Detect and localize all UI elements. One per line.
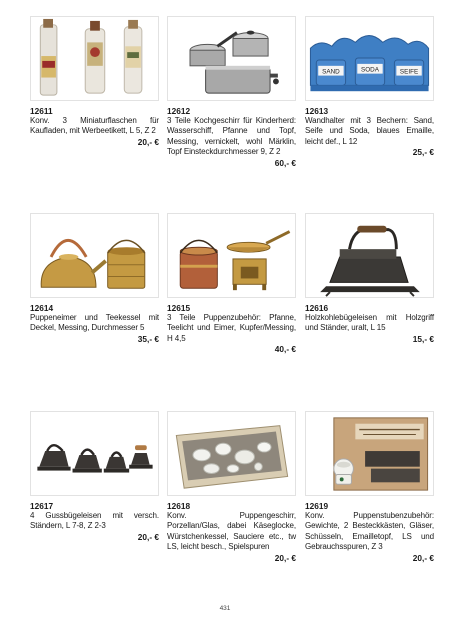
lot-number: 12614 [30,303,54,313]
lot-photo [305,411,434,496]
lot-photo [30,16,159,101]
lot-12613 [305,16,434,158]
lot-12616 [305,213,434,345]
dollhouse-accessories-box-image [306,412,433,495]
photo-label-sand: SAND [322,68,340,76]
lot-price: 60,- € [274,157,296,168]
lot-number: 12612 [167,106,191,116]
lot-price: 25,- € [412,147,434,158]
copper-pan-bucket-image [168,214,295,297]
lot-price: 20,- € [274,552,296,563]
brass-kettle-bucket-image [31,214,158,297]
lot-description: Puppeneimer und Teekessel mit Deckel, Messing, Durchmesser 5 [30,313,159,333]
lot-number: 12615 [167,303,191,313]
lot-number: 12616 [305,303,329,313]
miniature-bottles-image [31,17,158,100]
charcoal-iron-image [306,214,433,297]
lot-number: 12613 [305,106,329,116]
lot-description: Wandhalter mit 3 Bechern: Sand, Seife und Soda, blaues Emaille, leicht def., L 12 [305,116,434,146]
lot-12614 [30,213,159,345]
lot-price: 20,- € [412,552,434,563]
doll-tableware-crate-image [168,412,295,495]
lot-description: Konv. 3 Miniaturflaschen für Kaufladen, mit Werbeetikett, L 5, Z 2 [30,116,159,136]
cast-irons-image [31,412,158,495]
lot-12611 [30,16,159,148]
lot-photo [305,16,434,101]
lot-price: 15,- € [412,333,434,344]
lot-12615 [167,213,296,355]
lot-number: 12617 [30,501,54,511]
lot-12612 [167,16,296,169]
lot-number: 12619 [305,501,329,511]
lot-description: 3 Teile Kochgeschirr für Kinderherd: Wasserschiff, Pfanne und Topf, Messing, vernickelt, wohl Märklin, Topf Einsteckdurchmesser 9, Z 2 [167,116,296,157]
cookware-image [168,17,295,100]
lot-photo [305,213,434,298]
lot-price: 20,- € [137,531,159,542]
lot-price: 40,- € [274,344,296,355]
lot-photo [30,213,159,298]
lot-photo [167,213,296,298]
lot-photo [30,411,159,496]
photo-label-soda: SODA [361,66,379,74]
lot-price: 35,- € [137,333,159,344]
enamel-wall-holder-image [306,17,433,100]
photo-label-seife: SEIFE [399,68,419,76]
lot-number: 12611 [30,106,53,116]
lot-description: Konv. Puppenstubenzubehör: Gewichte, 2 Besteckkästen, Gläser, Schüsseln, Emailletopf, LS und Gebrauchsspuren, Z 3 [305,511,434,552]
lot-12617 [30,411,159,543]
page-number: 431 [219,605,231,612]
lot-12618 [167,411,296,564]
lot-description: 3 Teile Puppenzubehör: Pfanne, Teelicht und Eimer, Kupfer/Messing, H 4,5 [167,313,296,343]
lot-12619 [305,411,434,564]
lot-photo [167,16,296,101]
lot-description: 4 Gussbügeleisen mit versch. Ständern, L 7-8, Z 2-3 [30,511,159,531]
lot-description: Konv. Puppengeschirr, Porzellan/Glas, dabei Käseglocke, Würstchenkessel, Sauciere etc., tw LS, leicht besch., Spielspuren [167,511,296,552]
lot-photo [167,411,296,496]
lot-number: 12618 [167,501,191,511]
lot-price: 20,- € [137,136,159,147]
lot-description: Holzkohlebügeleisen mit Holzgriff und Ständer, uralt, L 15 [305,313,434,333]
